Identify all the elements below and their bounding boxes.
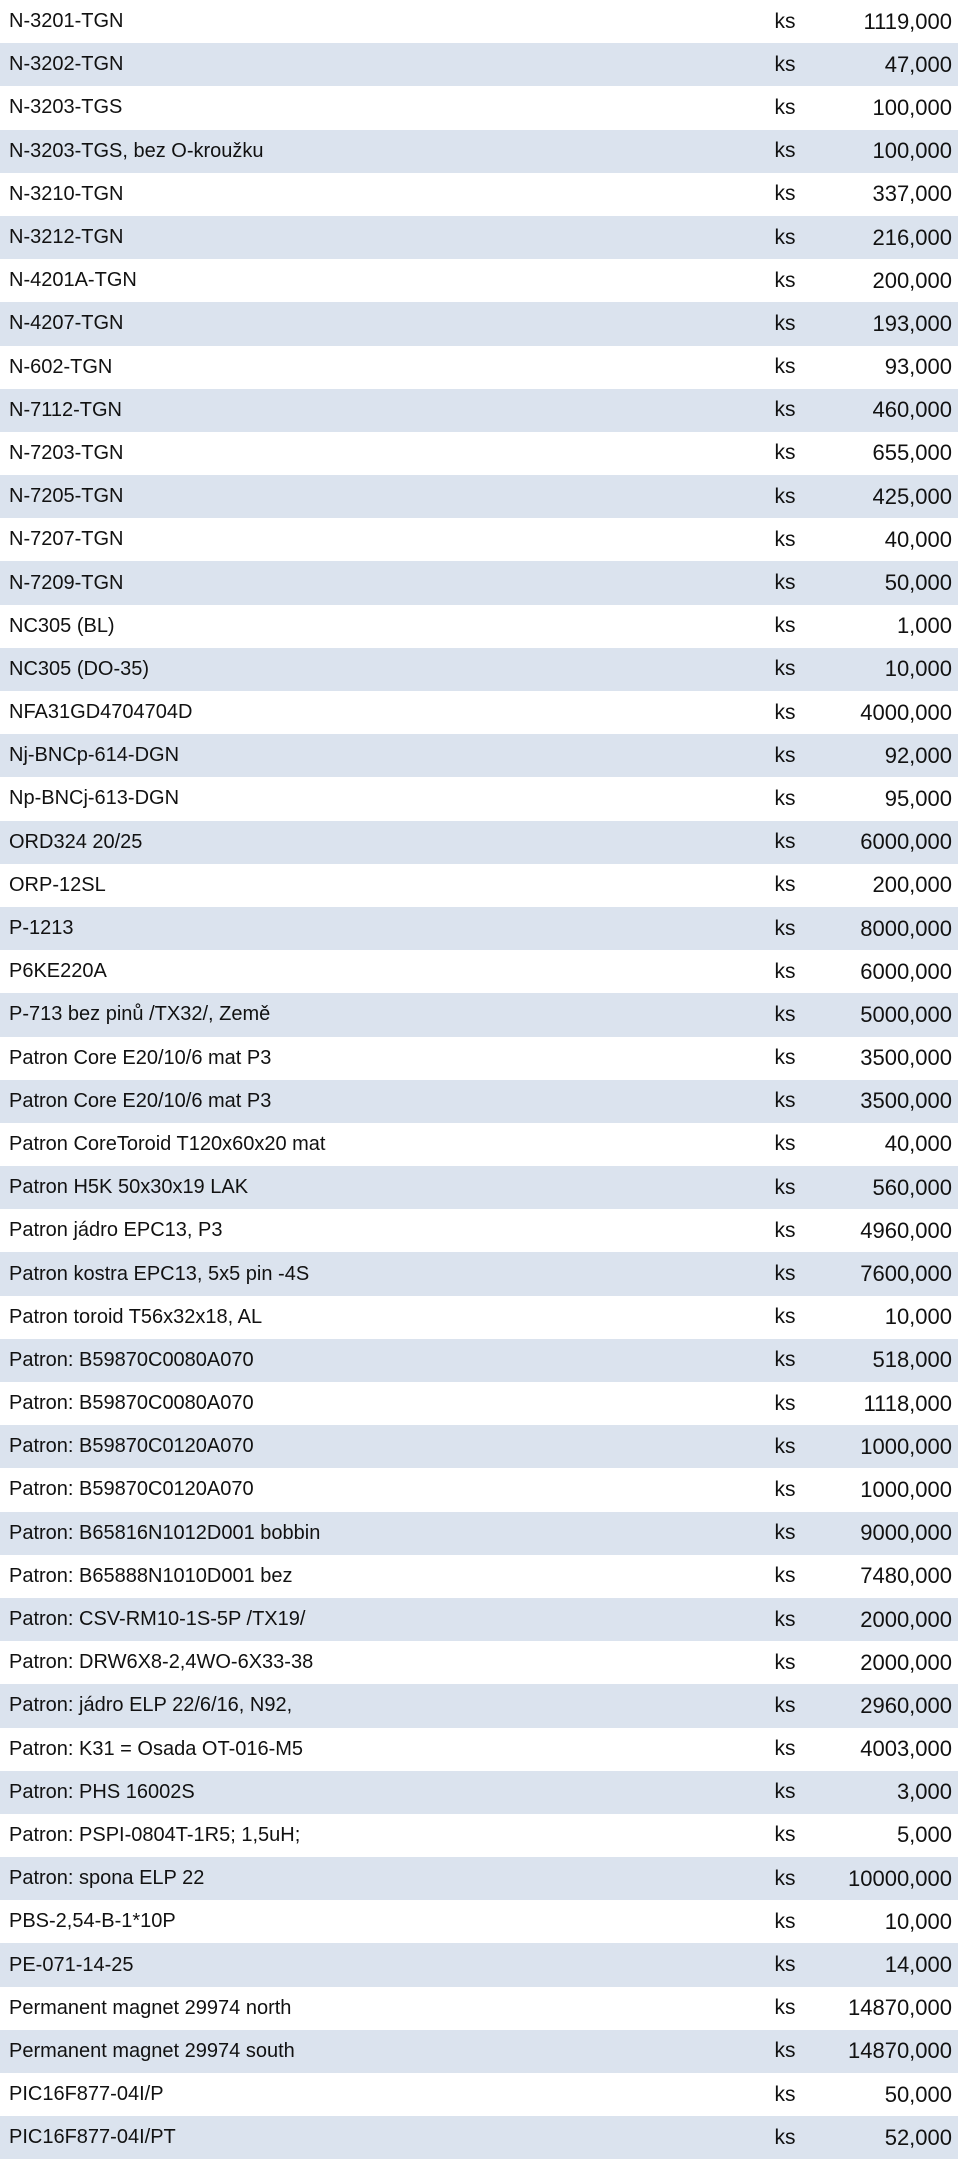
item-quantity: 47,000 [884,51,952,77]
item-quantity: 10,000 [884,1908,952,1934]
table-row [0,1771,958,1814]
item-quantity: 50,000 [884,570,952,596]
item-quantity: 1118,000 [863,1390,952,1416]
item-quantity: 200,000 [872,872,952,898]
item-unit: ks [774,398,796,422]
item-unit: ks [774,1953,796,1977]
item-quantity: 1,000 [896,613,952,639]
table-row [0,1166,958,1209]
item-unit: ks [774,2039,796,2063]
item-quantity: 1000,000 [860,1433,952,1459]
item-unit: ks [774,786,796,810]
item-name: P-713 bez pinů /TX32/, Země [9,1003,271,1026]
item-quantity: 3,000 [896,1779,952,1805]
item-quantity: 1000,000 [860,1476,952,1502]
item-unit: ks [774,484,796,508]
item-name: N-3212-TGN [9,226,124,249]
item-unit: ks [774,1909,796,1933]
item-unit: ks [774,1521,796,1545]
table-row [0,130,958,173]
item-name: Patron: B59870C0120A070 [9,1478,254,1501]
table-row [0,43,958,86]
item-name: Patron: B65888N1010D001 bez [9,1564,293,1587]
table-row [0,734,958,777]
table-row [0,1641,958,1684]
item-quantity: 95,000 [884,785,952,811]
item-name: N-3203-TGS [9,96,123,119]
item-name: N-7207-TGN [9,528,124,551]
item-unit: ks [774,873,796,897]
item-name: PE-071-14-25 [9,1953,134,1976]
table-row [0,86,958,129]
item-quantity: 10000,000 [848,1865,952,1891]
table-row [0,1684,958,1727]
item-quantity: 6000,000 [860,829,952,855]
table-row [0,1252,958,1295]
item-name: Patron: PHS 16002S [9,1780,195,1803]
item-name: NFA31GD4704704D [9,701,193,724]
item-quantity: 3500,000 [860,1045,952,1071]
table-row [0,1857,958,1900]
table-row [0,1943,958,1986]
item-unit: ks [774,1650,796,1674]
table-row [0,1512,958,1555]
item-name: N-4207-TGN [9,312,124,335]
item-name: Patron toroid T56x32x18, AL [9,1305,263,1328]
table-row [0,432,958,475]
item-quantity: 2960,000 [860,1692,952,1718]
item-quantity: 100,000 [872,94,952,120]
table-row [0,475,958,518]
item-quantity: 193,000 [872,310,952,336]
item-unit: ks [774,1262,796,1286]
item-unit: ks [774,268,796,292]
item-unit: ks [774,830,796,854]
item-name: Patron Core E20/10/6 mat P3 [9,1046,272,1069]
item-unit: ks [774,959,796,983]
item-unit: ks [774,311,796,335]
table-row [0,561,958,604]
table-row [0,648,958,691]
table-row [0,1900,958,1943]
item-unit: ks [774,1132,796,1156]
item-name: N-602-TGN [9,355,113,378]
item-quantity: 14,000 [884,1952,952,1978]
table-row [0,518,958,561]
item-quantity: 10,000 [884,656,952,682]
item-quantity: 5,000 [896,1822,952,1848]
item-unit: ks [774,1434,796,1458]
table-row [0,950,958,993]
item-quantity: 52,000 [884,2124,952,2150]
item-name: N-3201-TGN [9,10,124,33]
item-quantity: 216,000 [872,224,952,250]
item-name: Patron jádro EPC13, P3 [9,1219,223,1242]
item-name: Permanent magnet 29974 north [9,1996,292,2019]
item-unit: ks [774,95,796,119]
item-unit: ks [774,182,796,206]
item-quantity: 40,000 [884,526,952,552]
table-row [0,1728,958,1771]
item-quantity: 14870,000 [848,1995,952,2021]
item-name: N-7203-TGN [9,441,124,464]
item-name: N-7209-TGN [9,571,124,594]
item-quantity: 92,000 [884,742,952,768]
item-unit: ks [774,743,796,767]
item-unit: ks [774,1046,796,1070]
table-row [0,1555,958,1598]
item-unit: ks [774,1866,796,1890]
item-name: Patron: K31 = Osada OT-016-M5 [9,1737,304,1760]
item-unit: ks [774,1780,796,1804]
item-quantity: 4003,000 [860,1736,952,1762]
item-unit: ks [774,1175,796,1199]
table-row [0,1123,958,1166]
item-name: N-3202-TGN [9,53,124,76]
table-row [0,777,958,820]
item-quantity: 2000,000 [860,1649,952,1675]
item-quantity: 4960,000 [860,1217,952,1243]
item-unit: ks [774,52,796,76]
item-unit: ks [774,571,796,595]
table-row [0,389,958,432]
item-quantity: 518,000 [872,1347,952,1373]
item-quantity: 337,000 [872,181,952,207]
item-name: Nj-BNCp-614-DGN [9,744,180,767]
item-quantity: 425,000 [872,483,952,509]
item-name: Patron: spona ELP 22 [9,1867,205,1890]
table-row [0,1037,958,1080]
item-unit: ks [774,1477,796,1501]
table-row [0,821,958,864]
table-row [0,2030,958,2073]
item-name: Patron: PSPI-0804T-1R5; 1,5uH; [9,1823,301,1846]
table-row [0,864,958,907]
table-row [0,1209,958,1252]
item-name: PIC16F877-04I/PT [9,2126,176,2149]
item-quantity: 6000,000 [860,958,952,984]
table-row [0,173,958,216]
item-name: Patron: B59870C0080A070 [9,1348,254,1371]
table-row [0,1339,958,1382]
item-name: PIC16F877-04I/P [9,2083,164,2106]
item-unit: ks [774,1693,796,1717]
item-name: ORD324 20/25 [9,830,143,853]
table-row [0,1987,958,2030]
item-quantity: 40,000 [884,1131,952,1157]
item-unit: ks [774,355,796,379]
item-unit: ks [774,1391,796,1415]
item-name: P-1213 [9,917,74,940]
item-name: P6KE220A [9,960,107,983]
table-row [0,691,958,734]
item-unit: ks [774,1305,796,1329]
item-quantity: 100,000 [872,138,952,164]
item-quantity: 7600,000 [860,1261,952,1287]
item-unit: ks [774,700,796,724]
item-quantity: 655,000 [872,440,952,466]
item-name: NC305 (BL) [9,614,115,637]
item-unit: ks [774,1823,796,1847]
item-name: N-3210-TGN [9,182,124,205]
item-unit: ks [774,657,796,681]
item-name: Patron: B59870C0120A070 [9,1435,254,1458]
table-row [0,605,958,648]
table-row [0,216,958,259]
item-quantity: 1119,000 [863,8,952,34]
item-unit: ks [774,1737,796,1761]
item-name: Patron H5K 50x30x19 LAK [9,1176,249,1199]
item-unit: ks [774,916,796,940]
item-name: Patron Core E20/10/6 mat P3 [9,1089,272,1112]
item-unit: ks [774,1089,796,1113]
item-quantity: 7480,000 [860,1563,952,1589]
item-name: N-7205-TGN [9,485,124,508]
item-unit: ks [774,2125,796,2149]
item-name: NC305 (DO-35) [9,657,150,680]
item-name: Patron: CSV-RM10-1S-5P /TX19/ [9,1608,306,1631]
item-name: Patron: B59870C0080A070 [9,1392,254,1415]
item-unit: ks [774,1218,796,1242]
table-row [0,1382,958,1425]
item-quantity: 93,000 [884,354,952,380]
table-row [0,1080,958,1123]
item-name: Patron: jádro ELP 22/6/16, N92, [9,1694,293,1717]
item-quantity: 5000,000 [860,1001,952,1027]
item-quantity: 3500,000 [860,1088,952,1114]
table-row [0,1598,958,1641]
item-unit: ks [774,614,796,638]
item-name: ORP-12SL [9,873,106,896]
item-name: Patron: DRW6X8-2,4WO-6X33-38 [9,1651,314,1674]
item-name: PBS-2,54-B-1*10P [9,1910,176,1933]
item-quantity: 2000,000 [860,1606,952,1632]
item-name: Patron: B65816N1012D001 bobbin [9,1521,321,1544]
item-name: N-4201A-TGN [9,269,137,292]
item-quantity: 9000,000 [860,1520,952,1546]
table-row [0,1468,958,1511]
item-unit: ks [774,1348,796,1372]
table-row [0,2073,958,2116]
item-name: Np-BNCj-613-DGN [9,787,180,810]
table-row [0,259,958,302]
table-row [0,1425,958,1468]
table-row [0,993,958,1036]
item-name: Patron CoreToroid T120x60x20 mat [9,1132,326,1155]
item-unit: ks [774,527,796,551]
item-quantity: 10,000 [884,1304,952,1330]
table-row [0,1814,958,1857]
item-unit: ks [774,225,796,249]
item-quantity: 8000,000 [860,915,952,941]
item-unit: ks [774,139,796,163]
table-row [0,907,958,950]
item-quantity: 560,000 [872,1174,952,1200]
table-row [0,346,958,389]
item-quantity: 200,000 [872,267,952,293]
item-quantity: 460,000 [872,397,952,423]
item-quantity: 4000,000 [860,699,952,725]
table-row [0,0,958,43]
table-row [0,2116,958,2159]
table-row [0,302,958,345]
item-name: Patron kostra EPC13, 5x5 pin -4S [9,1262,310,1285]
item-unit: ks [774,1996,796,2020]
item-quantity: 50,000 [884,2081,952,2107]
table-row [0,1296,958,1339]
item-quantity: 14870,000 [848,2038,952,2064]
item-unit: ks [774,9,796,33]
item-name: N-7112-TGN [9,398,122,421]
item-unit: ks [774,2082,796,2106]
item-name: N-3203-TGS, bez O-kroužku [9,139,264,162]
item-unit: ks [774,1564,796,1588]
item-unit: ks [774,1002,796,1026]
item-unit: ks [774,441,796,465]
item-unit: ks [774,1607,796,1631]
item-name: Permanent magnet 29974 south [9,2039,295,2062]
